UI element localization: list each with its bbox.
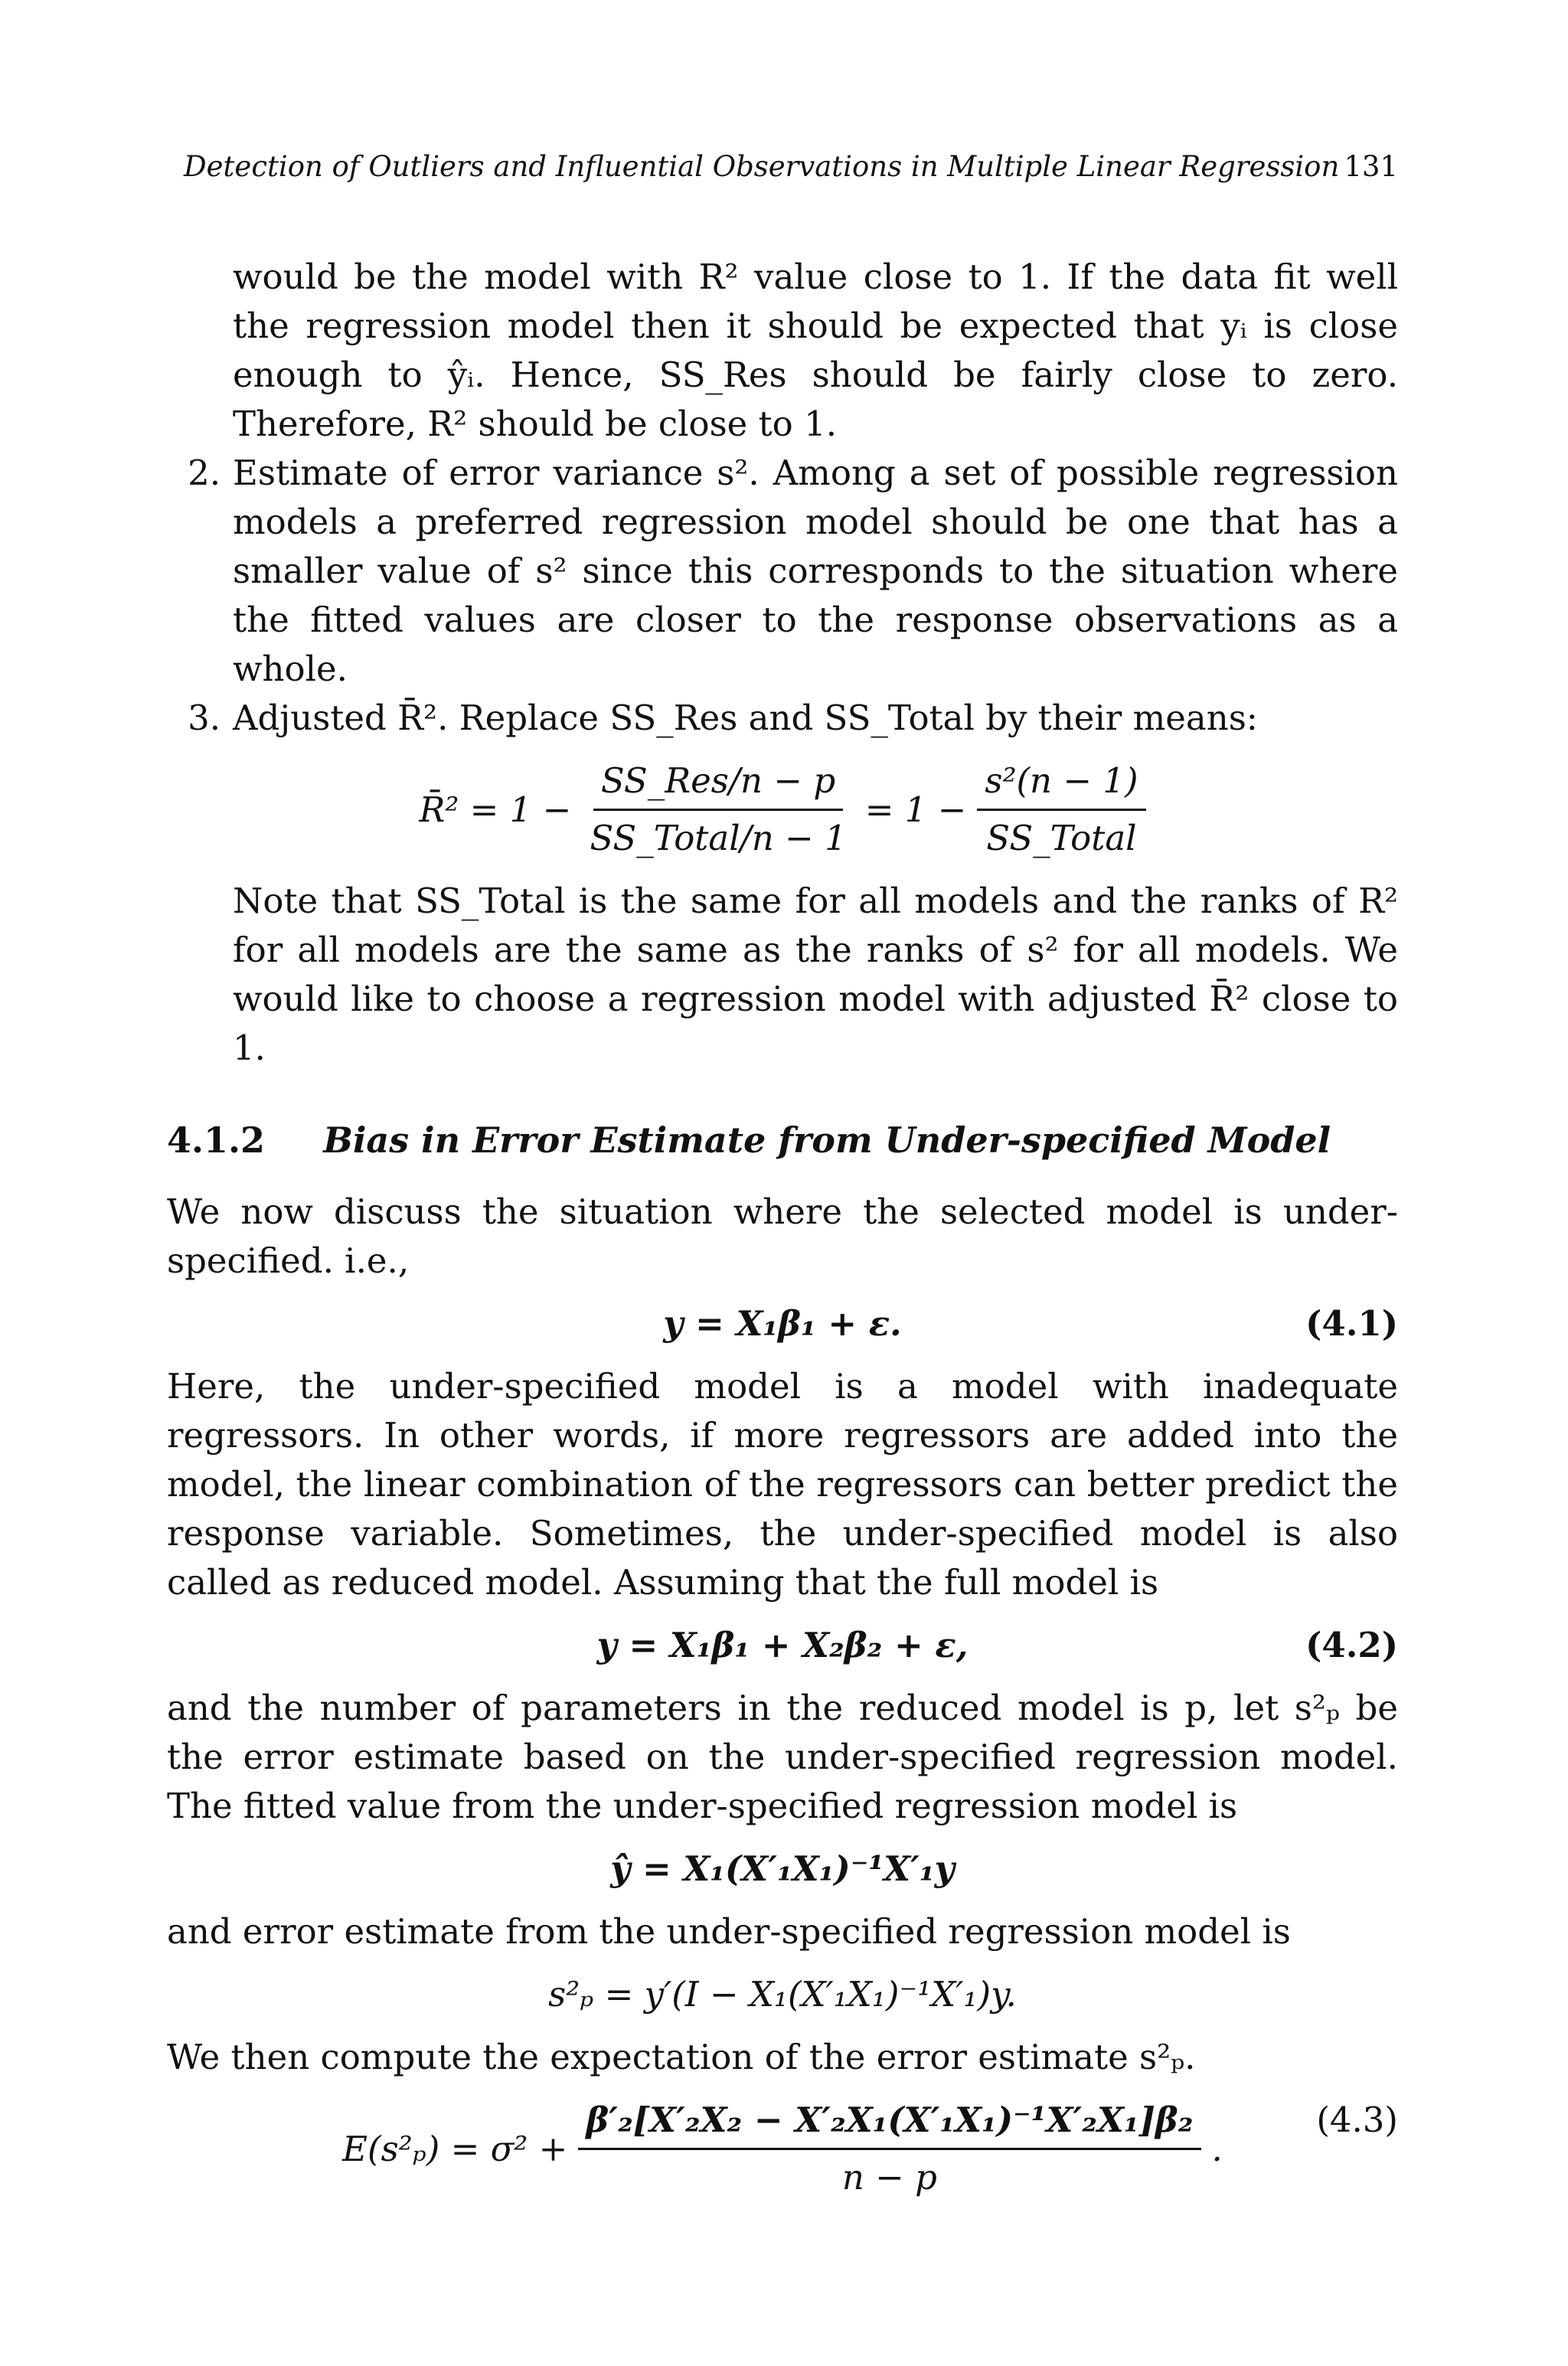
- equation-tag: (4.1): [1305, 1303, 1398, 1344]
- list-item-adjusted-r2: [188, 694, 1398, 743]
- fraction-ss-ratio: [582, 757, 854, 863]
- paragraph-under-specified: We now discuss the situation where the selected model is under-specified. i.e.,: [167, 1191, 1398, 1281]
- equation-expression: y = X₁β₁ + X₂β₂ + ε,: [596, 1625, 969, 1665]
- equation-error-estimate: [167, 1970, 1398, 2019]
- eq-lhs: R̄² = 1 −: [419, 789, 572, 830]
- page-number: 131: [1344, 150, 1398, 183]
- equation-fitted-value: [167, 1845, 1398, 1894]
- numerator: s²(n − 1): [977, 757, 1145, 811]
- equation-4-2: [167, 1621, 1398, 1670]
- numerator: SS_Res/n − p: [593, 757, 843, 811]
- eq-tail: .: [1211, 2128, 1223, 2169]
- equation-expression: y = X₁β₁ + ε.: [663, 1303, 902, 1344]
- list-number: 3.: [188, 698, 220, 738]
- running-title: Detection of Outliers and Influential Observations in Multiple Linear Regression: [184, 150, 1340, 183]
- paragraph-note: Note that SS_Total is the same for all models and the ranks of R² for all models are the same as the ranks of s² for all models. We would like to choose a regression model with adjusted R̄² close to 1.: [233, 881, 1398, 1068]
- list-item-text: Adjusted R̄². Replace SS_Res and SS_Total by their means:: [233, 698, 1258, 738]
- page-body: [167, 253, 1398, 2216]
- paragraph-error-estimate: and error estimate from the under-specified regression model is: [167, 1911, 1291, 1952]
- denominator: n − p: [841, 2157, 937, 2198]
- list-item-text: Estimate of error variance s². Among a set of possible regression models a preferred regression model should be one that has a smaller value of s² since this corresponds to the situation where the fitted values are closer to the response observations as a whole.: [233, 453, 1398, 689]
- equation-tag: (4.3): [1316, 2100, 1398, 2140]
- paragraph-r2-criterion: would be the model with R² value close to 1. If the data fit well the regression model then it should be expected that yᵢ is close enough to ŷᵢ. Hence, SS_Res should be fairly close to zero. Therefore, R² should be close to 1.: [233, 257, 1398, 444]
- equation-expression: ŷ = X₁(X′₁X₁)⁻¹X′₁y: [610, 1848, 955, 1889]
- list-number: 2.: [188, 453, 220, 493]
- denominator: SS_Total/n − 1: [590, 818, 847, 858]
- fraction-s2-ratio: [977, 757, 1145, 863]
- paragraph-parameters: and the number of parameters in the reduced model is p, let s²ₚ be the error estimate based on the under-specified regression model. The fitted value from the under-specified regression model is: [167, 1688, 1398, 1826]
- equation-4-1: [167, 1299, 1398, 1348]
- equation-expression: s²ₚ = y′(I − X₁(X′₁X₁)⁻¹X′₁)y.: [548, 1974, 1017, 2015]
- paragraph-expectation: We then compute the expectation of the error estimate s²ₚ.: [167, 2037, 1196, 2077]
- list-item-error-variance: [188, 449, 1398, 694]
- running-header: [184, 150, 1398, 183]
- denominator: SS_Total: [986, 818, 1137, 858]
- section-number: 4.1.2: [167, 1119, 266, 1161]
- paragraph-reduced-model: Here, the under-specified model is a model with inadequate regressors. In other words, if more regressors are added into the model, the linear combination of the regressors can better predict the response variable. Sometimes, the under-specified model is also called as reduced model. Assuming that the full model is: [167, 1366, 1398, 1603]
- section-title: Bias in Error Estimate from Under-specified Model: [323, 1119, 1331, 1161]
- section-heading: [167, 1116, 1398, 1165]
- fraction-bias-term: [578, 2096, 1200, 2202]
- equation-adjusted-r2: [167, 757, 1398, 863]
- equation-4-3: [167, 2096, 1398, 2202]
- equation-tag: (4.2): [1305, 1625, 1398, 1665]
- eq-mid: = 1 −: [864, 789, 967, 830]
- criteria-list: [167, 449, 1398, 743]
- eq-lhs: E(s²ₚ) = σ² +: [342, 2128, 568, 2169]
- numerator: β′₂[X′₂X₂ − X′₂X₁(X′₁X₁)⁻¹X′₂X₁]β₂: [578, 2096, 1200, 2150]
